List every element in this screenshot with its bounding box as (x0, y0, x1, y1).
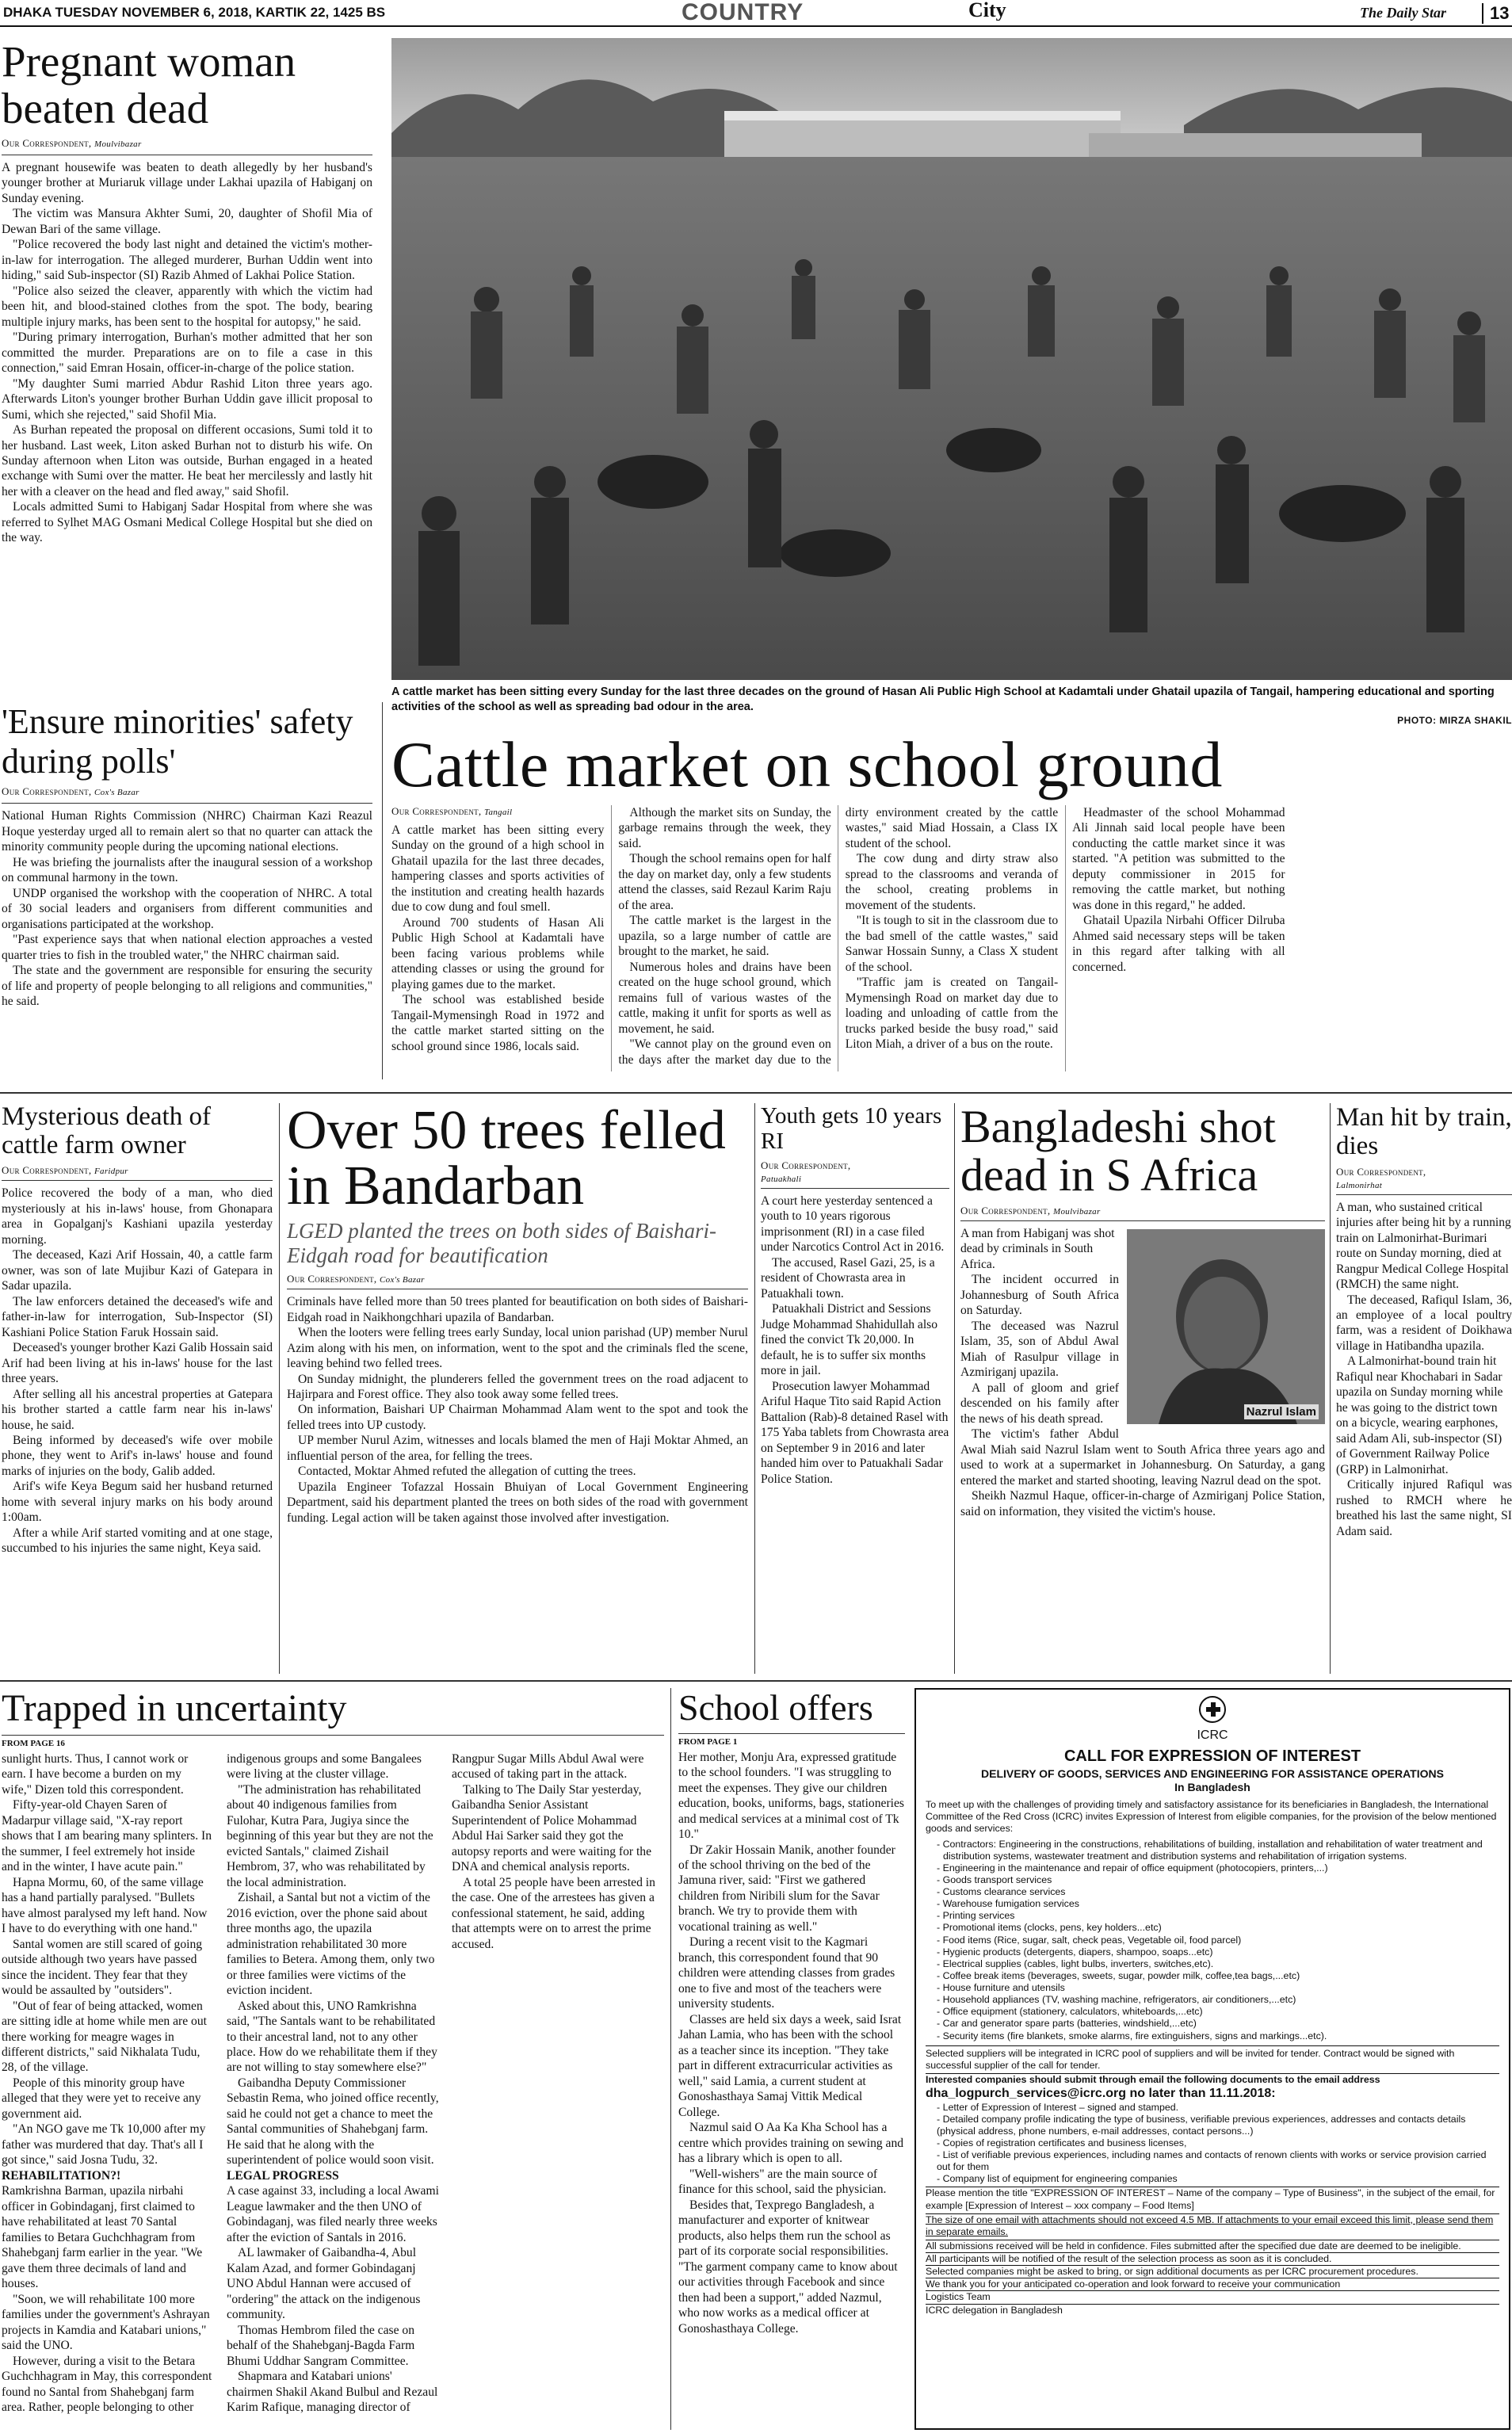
article-body (391, 805, 1512, 1071)
paragraph: The law enforcers detained the deceased's wife and father-in-law for interrogation, Sub-Inspector (SI) Kashiani Police Station Faruk Hossain said. (2, 1294, 273, 1339)
paragraph: Thomas Hembrom filed the case on behalf of the Shahebganj-Bagda Farm Bhumi Uddhar Sangram Committee. (227, 2323, 415, 2368)
ad-line: We thank you for your anticipated co-operation and look forward to receive your communication (926, 2278, 1499, 2290)
paragraph: When the looters were felling trees early Sunday, local union parishad (UP) member Nurul Azim along with his men, on information, went to the spot and the criminals fled the scene, leaving behind two felled trees. (287, 1326, 748, 1371)
cattle-market-photo (391, 38, 1512, 680)
ad-mention: Please mention the title "EXPRESSION OF INTEREST – Name of the company – Type of Business", in the subject of the email, for example [Expression of Interest – xxx company – Food Items] (926, 2187, 1499, 2211)
headline: Trapped in uncertainty (2, 1688, 347, 1729)
paragraph: Around 700 students of Hasan Ali Public High School at Kadamtali have been facing various problems while attending classes or using the ground for playing games due to the market. (391, 915, 605, 991)
paragraph: People of this minority group have alleged that they were yet to receive any government aid. (2, 2076, 201, 2121)
ad-intro: To meet up with the challenges of providing timely and satisfactory assistance for its beneficiaries in Bangladesh, the International Committee of the Red Cross (ICRC) invites Expression of Interest from eligible companies, for the provision of the below mentioned goods and services: (926, 1799, 1497, 1835)
list-item: - Company list of equipment for engineering companies (937, 2173, 1178, 2185)
paragraph: As Burhan repeated the proposal on different occasions, Sumi told it to her husband. Last week, Liton asked Burhan not to disturb his wife. On Sunday afternoon when Liton was outside, Burhan engaged in a heated exchange with Sumi over the matter. He beat her mercilessly and lastly hit her with a cleaver on the head and fled away," said Shofil. (2, 423, 372, 498)
paragraph: "We cannot play on the ground even on the days after the market day due to the dirty environment created by the cattle wastes," said Miad Hossain, a Class IX student of the school. (618, 806, 1059, 1067)
ad-email[interactable]: dha_logpurch_services@icrc.org no later than 11.11.2018: (926, 2087, 1276, 2101)
paragraph: On information, Baishari UP Chairman Mohammad Alam went to the spot and took the felled trees into UP custody. (287, 1403, 748, 1432)
list-item: - Detailed company profile indicating the type of business, verifiable previous experiences, addresses and contacts details (physical address, phone numbers, e-mail addresses, contact persons...) (937, 2113, 1466, 2137)
paragraph: A pregnant housewife was beaten to death allegedly by her husband's younger brother at Muriaruk village under Lakhai upazila of Habiganj on Sunday evening. (2, 160, 372, 205)
paragraph: Upazila Engineer Tofazzal Hossain Bhuiyan of Local Government Engineering Department, said his department planted the trees on both sides of the road with government funding. Legal action will be taken against those involved after investigation. (287, 1480, 748, 1525)
article-body (2, 1186, 273, 1556)
article-school-offers (678, 1688, 905, 2430)
paragraph: "Police also seized the cleaver, apparently with which the victim had been hit, and blood-stained clothes from the spot. The body, bearing multiple injury marks, has been sent to the hospital for autopsy," he said. (2, 284, 372, 329)
paragraph: A man from Habiganj was shot dead by criminals in South Africa. (960, 1226, 1115, 1271)
headline: Youth gets 10 years RI (761, 1103, 942, 1155)
paragraph: Ramkrishna Barman, upazila nirbahi officer in Gobindaganj, first claimed to have rehabilitated at least 70 Santal families to Betara Guchchhagram from Shahebganj farm earlier in the year. "We gave them three decimals of land and houses. (2, 2184, 203, 2291)
paragraph: UNDP organised the workshop with the cooperation of NHRC. A total of 30 social leaders and organisers from different communities and organisations participated at the workshop. (2, 886, 372, 931)
horizontal-divider (0, 1092, 1512, 1094)
column-divider (954, 1103, 955, 1674)
byline: Our Correspondent, Lalmonirhat (1336, 1166, 1512, 1195)
article-body (2, 803, 372, 1009)
paragraph: During a recent visit to the Kagmari branch, this correspondent found that 90 children were attending classes from grades one to five and most of the teachers were university students. (678, 1935, 895, 2011)
byline: Our Correspondent, Cox's Bazar (2, 785, 139, 798)
article-pregnant-woman (2, 38, 372, 682)
article-hit-by-train (1336, 1103, 1512, 1674)
headline: 'Ensure minorities' safety during polls' (2, 702, 353, 781)
list-item: - Security items (fire blankets, smoke alarms, fire extinguishers, signs and markings...etc). (937, 2030, 1327, 2042)
paragraph: REHABILITATION?! (2, 2168, 121, 2183)
paragraph: A man, who sustained critical injuries after being hit by a running train on Lalmonirhat-Burimari route on Sunday morning, died at Rangpur Medical College Hospital (RMCH) the same night. (1336, 1200, 1511, 1292)
from-page: FROM PAGE 1 (678, 1733, 905, 1747)
paragraph: Prosecution lawyer Mohammad Ariful Haque Tito said Rapid Action Battalion (Rab)-8 detained Rasel with 175 Yaba tablets from Chowrasta area on September 9 in 2016 and later handed him over to Patuakhali Sadar Police Station. (761, 1379, 949, 1486)
paragraph: Gaibandha Deputy Commissioner Sebastin Rema, who joined office recently, said he could not get a chance to meet the Santal communities of Shahebganj farm. He said that he along with the superintendent of police would soon visit. (227, 2076, 439, 2168)
paragraph: "Well-wishers" are the main source of finance for this school, said the physician. (678, 2167, 887, 2197)
article-body (287, 1294, 748, 1526)
headline: Mysterious death of cattle farm owner (2, 1103, 211, 1159)
paragraph: "Soon, we will rehabilitate 100 more families under the government's Ashrayan projects in Kamdia and Katabari unions," said the UNO. (2, 2292, 210, 2353)
paragraph: Ghatail Upazila Nirbahi Officer Dilruba Ahmed said necessary steps will be taken in this regard after talking with all concerned. (1072, 914, 1285, 974)
list-item: - Electrical supplies (cables, light bulbs, inverters, switches,etc). (937, 1957, 1214, 1969)
ad-line: Selected companies might be asked to bring, or sign additional documents as per ICRC procurement procedures. (926, 2265, 1499, 2278)
ad-line: ICRC delegation in Bangladesh (926, 2304, 1499, 2317)
paragraph: "My daughter Sumi married Abdur Rashid Liton three years ago. Afterwards Liton's younger brother Burhan Uddin gave illicit proposal to Sumi, which she rejected," said Shofil Mia. (2, 376, 372, 422)
list-item: - Hygienic products (detergents, diapers, shampoo, soaps...etc) (937, 1946, 1213, 1957)
article-mysterious-death (2, 1103, 273, 1674)
photo-caption: A cattle market has been sitting every Sunday for the last three decades on the ground of Hasan Ali Public High School at Kadamtali under Ghatail upazila of Tangail, hampering educational and sporting activities of the school as well as spreading bad odour in the area. (391, 686, 1495, 713)
icrc-name: ICRC (1197, 1728, 1228, 1743)
photo-caption: Nazrul Islam (1244, 1404, 1319, 1419)
photo-credit: PHOTO: MIRZA SHAKIL (1397, 715, 1512, 726)
article-body (2, 155, 372, 546)
headline: Cattle market on school ground (391, 732, 1223, 800)
paragraph: Critically injured Rafiqul was rushed to RMCH where he breathed his last the same night, SI Adam said. (1336, 1478, 1512, 1538)
paragraph: Besides that, Texprego Bangladesh, a manufacturer and exporter of knitwear products, also helps them run the school as part of its corporate social responsibilities. "The garment company came to know about our activities through Facebook and since then had been a support," added Nazmul, who now works as a medical officer at Gonoshasthaya College. (678, 2198, 898, 2336)
paragraph: The accused, Rasel Gazi, 25, is a resident of Chowrasta area in Patuakhali town. (761, 1255, 935, 1301)
article-trees-felled (287, 1103, 748, 1674)
paragraph: Although the market sits on Sunday, the garbage remains through the week, they said. (618, 806, 831, 850)
page-header (0, 0, 1512, 27)
portrait-photo (1127, 1229, 1325, 1424)
ad-title: CALL FOR EXPRESSION OF INTEREST (1063, 1747, 1361, 1765)
list-item: - Promotional items (clocks, pens, key holders...etc) (937, 1922, 1162, 1934)
portrait-illustration (1127, 1229, 1325, 1424)
list-item: - Warehouse fumigation services (937, 1898, 1079, 1910)
article-body (2, 1751, 664, 2430)
paragraph: The deceased, Kazi Arif Hossain, 40, a cattle farm owner, was son of late Mujibur Kazi of Gatepara in Sadar upazila. (2, 1248, 273, 1293)
paragraph: The cow dung and dirty straw also spread to the classrooms and veranda of the school, creating problems in movement of the students. (845, 852, 1059, 912)
header-subsection: City (968, 0, 1006, 21)
ad-note: Selected suppliers will be integrated in ICRC pool of suppliers and will be invited for tender. Contract would be signed with successful supplier of the call for tender. (926, 2045, 1499, 2072)
list-item: - Car and generator spare parts (batteries, windshield,...etc) (937, 2018, 1197, 2030)
paragraph: Shapmara and Katabari unions' chairmen Shakil Akand Bulbul and Rezaul Karim Rafique, managing director of Rangpur Sugar Mills Abdul Awal were accused of taking part in the attack. (227, 1751, 644, 2415)
icrc-advertisement (914, 1688, 1510, 2430)
paragraph: "It is tough to sit in the classroom due to the bad smell of the cattle wastes," said Sanwar Hossain Sunny, a Class X student of the school. (845, 914, 1059, 974)
paragraph: Headmaster of the school Mohammad Ali Jinnah said local people have been conducting the cattle market since it was started. "A petition was submitted to the deputy commissioner in 2015 for removing the cattle market, but nothing was done in this regard," he added. (1072, 806, 1285, 912)
article-cattle-market (391, 732, 1512, 1081)
list-item: - Printing services (937, 1910, 1015, 1922)
article-body (761, 1194, 949, 1487)
paragraph: The incident occurred in Johannesburg of South Africa on Saturday. (960, 1273, 1119, 1318)
list-item: - House furniture and utensils (937, 1982, 1065, 1994)
paragraph: Talking to The Daily Star yesterday, Gaibandha Senior Assistant Superintendent of Police Mohammad Abdul Hai Sarker said they got the autopsy reports and were waiting for the DNA and chemical analysis reports. (452, 1782, 652, 1874)
headline: Over 50 trees felled in Bandarban (287, 1103, 726, 1216)
ad-size-note: The size of one email with attachments should not exceed 4.5 MB. If attachments to your email exceed this limit, please send them in separate emails. (926, 2213, 1499, 2238)
ad-line: Logistics Team (926, 2290, 1499, 2303)
paragraph: Classes are held six days a week, said Israt Jahan Lamia, who has been with the school as a teacher since its inception. "They take part in different extracurricular activities as well," said Lamia, a current student at Gonoshasthaya Samaj Vittik Medical College. (678, 2012, 902, 2119)
byline: Our Correspondent, Cox's Bazar (287, 1273, 748, 1289)
paragraph: Sheikh Nazmul Haque, officer-in-charge of Azmiriganj Police Station, said on information, they visited the victim's house. (960, 1489, 1325, 1518)
paragraph: "During primary interrogation, Burhan's mother admitted that her son committed the murder. Preparations are on to file a case in this connection," said Emran Hosain, officer-in-charge of the police station. (2, 330, 372, 376)
byline: Our Correspondent, Moulvibazar (2, 136, 142, 149)
paragraph: Criminals have felled more than 50 trees planted for beautification on both sides of Baishari-Eidgah road in Naikhongchhari upazila of Bandarban. (287, 1295, 748, 1324)
article-shot-dead (960, 1103, 1325, 1674)
paragraph: The school was established beside Tangail-Mymensingh Road in 1972 and the cattle market started sitting on the school ground since 1986, locals said. (391, 993, 605, 1053)
paragraph: He was briefing the journalists after the inaugural session of a workshop on communal harmony in the town. (2, 855, 372, 885)
ad-subtitle: DELIVERY OF GOODS, SERVICES AND ENGINEERING FOR ASSISTANCE OPERATIONS (981, 1767, 1444, 1781)
paragraph: "Police recovered the body last night and detained the victim's mother-in-law for interrogation. The alleged murderer, Burhan Uddin went into hiding," said Sub-inspector (SI) Razib Ahmed of Lakhai Police Station. (2, 238, 372, 283)
article-trapped-uncertainty (2, 1688, 664, 2430)
article-youth-ri (761, 1103, 949, 1674)
paragraph: "Past experience says that when national election approaches a vested quarter tries to fish in the troubled water," the NHRC chairman said. (2, 933, 372, 962)
column-divider (1330, 1103, 1331, 1674)
paragraph: LEGAL PROGRESS (227, 2168, 339, 2183)
paragraph: "Out of fear of being attacked, women are sitting idle at home while men are out there working for meagre wages in different districts," said Nikhalata Tudu, 28, of the village. (2, 1999, 207, 2075)
paragraph: Patuakhali District and Sessions Judge Mohammad Shahidullah also fined the convict Tk 20,000. In default, he is to suffer six months more in jail. (761, 1302, 938, 1378)
headline: School offers (678, 1688, 873, 1728)
list-item: - Food items (Rice, sugar, salt, check peas, Vegetable oil, food parcel) (937, 1934, 1242, 1946)
paragraph: Being informed by deceased's wife over mobile phone, they went to Arif's in-laws' house and found marks of injuries on the body, Galib added. (2, 1434, 273, 1478)
header-section: COUNTRY (682, 0, 804, 25)
paragraph: The deceased, Rafiqul Islam, 36, an employee of a local poultry farm, was a resident of Doikhawa village in Hatibandha upazila. (1336, 1293, 1512, 1353)
byline: Our Correspondent, Tangail (391, 805, 513, 817)
paragraph: Asked about this, UNO Ramkrishna said, "The Santals want to be rehabilitated to their ancestral land, not to any other place. How do we rehabilitate them if they are not willing to stay somewhere else?" (227, 1999, 437, 2075)
paragraph: National Human Rights Commission (NHRC) Chairman Kazi Reazul Hoque yesterday urged all to remain alert so that no quarter can attack the minority community people during the upcoming national elections. (2, 809, 372, 854)
paragraph: Deceased's younger brother Kazi Galib Hossain said Arif had been living at his in-laws' house for the last three years. (2, 1341, 273, 1386)
byline: Our Correspondent, Patuakhali (761, 1159, 949, 1189)
ad-line: All participants will be notified of the result of the selection process as soon as it is concluded. (926, 2252, 1499, 2265)
list-item: - Coffee break items (beverages, sweets, sugar, powder milk, coffee,tea bags,...etc) (937, 1969, 1300, 1981)
list-item: - Copies of registration certificates and business licenses, (937, 2137, 1187, 2148)
paragraph: Locals admitted Sumi to Habiganj Sadar Hospital from where she was referred to Sylhet MAG Osmani Medical College Hospital but she died on the way. (2, 500, 372, 545)
byline: Our Correspondent, Faridpur (2, 1164, 273, 1181)
from-page: FROM PAGE 16 (2, 1735, 664, 1748)
paragraph: Hapna Mormu, 60, of the same village has a hand partially paralysed. "Bullets have almost paralysed my left hand. Now I have to do everything with one hand." (2, 1875, 208, 1936)
column-divider (754, 1103, 755, 1674)
paragraph: UP member Nurul Azim, witnesses and locals blamed the men of Haji Moktar Ahmed, an influential person of the area, for felling the trees. (287, 1434, 748, 1463)
paragraph: Zishail, a Santal but not a victim of the 2016 eviction, over the phone said about three months ago, the upazila administration rehabilitated 30 more families to Betera. Among them, only two or three families were victims of the eviction incident. (227, 1891, 435, 1998)
ad-line: All submissions received will be held in confidence. Files submitted after the specified due date are deemed to be ineligible. (926, 2240, 1499, 2252)
paragraph: Nazmul said O Aa Ka Kha School has a centre which provides training on sewing and has a library which is open to all. (678, 2121, 904, 2166)
paragraph: Contacted, Moktar Ahmed refuted the allegation of cutting the trees. (298, 1465, 636, 1479)
ad-item-list (926, 1839, 1499, 2042)
paragraph: sunlight hurts. Thus, I cannot work or earn. I have become a burden on my wife," Dizen told this correspondent. (2, 1751, 189, 1797)
paragraph: "Traffic jam is created on Tangail-Mymensingh Road on market day due to loading and unloading of cattle from the trucks parked beside the busy road," said Liton Miah, a driver of a bus on the route. (845, 976, 1059, 1052)
paragraph: Numerous holes and drains have been created on the huge school ground, which remains full of various wastes of the cattle, making it unfit for sports as well as movement, he said. (618, 960, 831, 1036)
article-minorities-safety (2, 702, 372, 1083)
paragraph: Her mother, Monju Ara, expressed gratitude to the school founders. "I was struggling to meet the expenses. They give our children education, books, uniforms, bags, stationeries and medical services at a minimal cost of Tk 10." (678, 1750, 904, 1842)
paragraph: The victim was Mansura Akhter Sumi, 20, daughter of Shofil Mia of Dewan Bari of the same village. (2, 207, 372, 236)
list-item: - Letter of Expression of Interest – signed and stamped. (937, 2101, 1179, 2113)
paragraph: AL lawmaker of Gaibandha-4, Abul Kalam Azad, and former Gobindaganj UNO Abdul Hannan were accused of "ordering" the attack on the indigenous community. (227, 2246, 421, 2322)
article-body (678, 1750, 905, 2336)
header-masthead: The Daily Star (1360, 5, 1447, 21)
list-item: - Household appliances (TV, washing machine, refrigerators, air conditioners,...etc) (937, 1994, 1296, 2006)
list-item: - List of verifiable previous experiences, including names and contacts of renown clients with works or service provision carried out for them (937, 2149, 1487, 2173)
paragraph: "The administration has rehabilitated about 40 indigenous families from Fulohar, Kutra Para, Jugiya since the beginning of this year but they are not the evicted Santals," claimed Zishail Hembrom, 37, who was rehabilitated by the local administration. (227, 1782, 433, 1889)
paragraph: A Lalmonirhat-bound train hit Rafiqul near Khochabari in Sadar upazila on Sunday morning while he was going to the district town on a bicycle, wearing earphones, said Adam Ali, sub-inspector (SI) of Government Railway Police (GRP) in Lalmonirhat. (1336, 1354, 1503, 1476)
paragraph: Police recovered the body of a man, who died mysteriously at his in-laws' house, from Ghonapara area in Gopalganj's Kashiani upazila yesterday morning. (2, 1186, 273, 1247)
list-item: - Goods transport services (937, 1873, 1052, 1885)
paragraph: The victim's father Abdul Awal Miah said Nazrul Islam went to South Africa three years ago and used to work at a supermarket in Johannesburg. On Saturday, a gang entered the market and started shooting, leaving Nazrul dead on the spot. (960, 1427, 1325, 1488)
paragraph: A total 25 people have been arrested in the case. One of the arrestees has given a confessional statement, he said, adding that attempts were on to arrest the prime accused. (452, 1875, 655, 1951)
column-divider (382, 702, 383, 1079)
article-body (1336, 1200, 1512, 1540)
paragraph: Fifty-year-old Chayen Saren of Madarpur village said, "X-ray report shows that I am bearing many splinters. In the summer, I feel extremely hot inside and in the winter, I have acute pain." (2, 1798, 212, 1874)
subheadline: LGED planted the trees on both sides of Baishari-Eidgah road for beautification (287, 1219, 716, 1268)
header-page-number: 13 (1482, 3, 1509, 24)
photo-crowd-illustration (391, 38, 1512, 680)
paragraph: The state and the government are responsible for ensuring the security of life and property of people belonging to all religions and communities," he said. (2, 964, 372, 1009)
paragraph: A case against 33, including a local Awami League lawmaker and the then UNO of Gobindaganj, was filed nearly three weeks after the eviction of Santals in 2016. (227, 2184, 439, 2244)
column-divider (279, 1103, 280, 1674)
headline: Bangladeshi shot dead in S Africa (960, 1103, 1276, 1201)
paragraph: However, during a visit to the Betara Guchchhagram in May, this correspondent found no Santal from Shahebganj farm area. Rather, people belonging to other indigenous groups and some Bangalees were living at the cluster village. (2, 1751, 422, 2415)
list-item: - Customs clearance services (937, 1886, 1066, 1898)
column-divider (670, 1688, 671, 2430)
headline: Pregnant woman beaten dead (2, 38, 296, 133)
list-item: - Engineering in the maintenance and repair of office equipment (photocopiers, printers,...) (937, 1862, 1328, 1873)
list-item: - Contractors: Engineering in the constructions, rehabilitations of building, installation and rehabilitation of water treatment and distribution systems, wastewater treatment and distribution systems and rehabilitation of irrigation systems. (937, 1838, 1483, 1862)
paragraph: After selling all his ancestral properties at Gatepara his brother started a cattle farm near his in-laws' house, he said. (2, 1387, 273, 1432)
paragraph: Santal women are still scared of going outside although two years have passed since the incident. They fear that they would be assaulted by "outsiders". (2, 1937, 203, 1998)
paragraph: Arif's wife Keya Begum said her husband returned home with several injury marks on his body around 1:00am. (2, 1480, 273, 1525)
paragraph: A cattle market has been sitting every Sunday on the ground of a high school in Ghatail upazila for the last three decades, hampering classes and sports activities of the institution and creating health hazards due to cow dung and foul smell. (391, 823, 605, 915)
byline: Our Correspondent, Moulvibazar (960, 1205, 1325, 1221)
paragraph: A court here yesterday sentenced a youth to 10 years rigorous imprisonment (RI) in a case filed under Narcotics Control Act in 2016. (761, 1194, 945, 1255)
paragraph: "An NGO gave me Tk 10,000 after my father was murdered that day. That's all I got since," said Josna Tudu, 32. (2, 2122, 206, 2168)
headline: Man hit by train, dies (1336, 1103, 1512, 1161)
icrc-logo (926, 1696, 1499, 1744)
ad-doc-list (926, 2102, 1499, 2186)
paragraph: On Sunday midnight, the plunderers felled the government trees on the road adjacent to Hajirpara and Forest office. They also took away some felled trees. (287, 1372, 748, 1401)
paragraph: After a while Arif started vomiting and at one stage, succumbed to his injuries the same night, Keya said. (2, 1526, 273, 1556)
horizontal-divider (0, 1680, 1512, 1682)
paragraph: Though the school remains open for half the day on market day, only a few students attend the classes, said Rezaul Karim Raju of the area. (618, 852, 831, 912)
list-item: - Office equipment (stationery, calculators, whiteboards,...etc) (937, 2006, 1203, 2018)
paragraph: A pall of gloom and grief descended on his family after the news of his death spread. (960, 1381, 1119, 1426)
paragraph: Dr Zakir Hossain Manik, another founder of the school thriving on the bed of the Jamuna river, said: "First we gathered children from Niribili slum for the Savar branch. We try to provide them with vocational training as well." (678, 1843, 895, 1934)
red-cross-icon (1199, 1696, 1226, 1723)
ad-submit-intro: Interested companies should submit through email the following documents to the email address (926, 2073, 1499, 2086)
paragraph: The deceased was Nazrul Islam, 35, son of Abdul Awal Miah of Rasulpur village in Azmiriganj upazila. (960, 1319, 1119, 1380)
header-date: DHAKA TUESDAY NOVEMBER 6, 2018, KARTIK 22, 1425 BS (3, 5, 386, 20)
ad-location: In Bangladesh (1174, 1781, 1250, 1794)
paragraph: The cattle market is the largest in the upazila, so a large number of cattle are brought to the market, he said. (618, 914, 831, 959)
